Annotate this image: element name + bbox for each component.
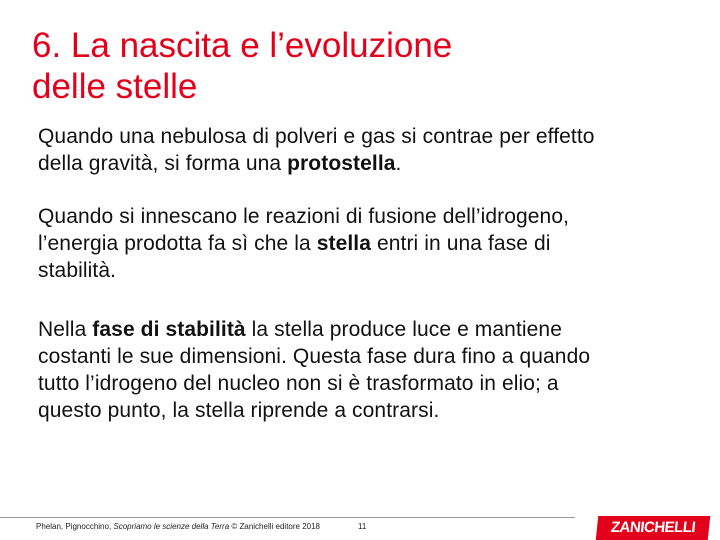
text-segment: costanti le sue dimensioni. Questa fase dura fino a quando [38,345,591,368]
bold-term: stella [316,232,372,255]
bold-term: fase di stabilità [92,318,246,341]
text-segment: l’energia prodotta fa sì che la [38,232,317,255]
slide-title-line: 6. La nascita e l’evoluzione [32,26,453,65]
text-segment: la stella produce luce e mantiene [245,318,562,341]
footer-credit [36,522,320,531]
text-segment: entri in una fase di [371,232,551,255]
bold-term: protostella [287,152,396,175]
paragraph-line [38,230,688,257]
footer-credit-book: Scopriamo le scienze della Terra [113,522,230,531]
paragraph-stella [38,203,688,284]
text-segment: stabilità. [38,259,117,282]
paragraph-line [38,203,688,230]
footer-divider [0,517,575,518]
text-segment: questo punto, la stella riprende a contrarsi. [38,399,440,422]
slide-title [32,25,672,107]
paragraph-line [38,316,688,343]
footer-credit-publisher: © Zanichelli editore 2018 [229,522,320,531]
text-segment: . [395,152,402,175]
page-number: 11 [358,522,367,531]
text-segment: della gravità, si forma una [38,152,288,175]
text-segment: Nella [38,318,93,341]
zanichelli-logo: ZANICHELLI [596,516,711,540]
slide-title-line: delle stelle [32,67,198,106]
text-segment: tutto l’idrogeno del nucleo non si è trasformato in elio; a [38,372,559,395]
paragraph-line [38,343,688,370]
footer-credit-authors: Phelan, Pignocchino, [36,522,114,531]
paragraph-line [38,370,688,397]
text-segment: Quando una nebulosa di polveri e gas si contrae per effetto [38,125,595,148]
paragraph-line [38,150,688,177]
text-segment: Quando si innescano le reazioni di fusione dell’idrogeno, [38,205,570,228]
paragraph-fase-stabilita [38,316,688,424]
paragraph-protostella [38,123,688,177]
paragraph-line [38,123,688,150]
paragraph-line [38,257,688,284]
paragraph-line [38,397,688,424]
